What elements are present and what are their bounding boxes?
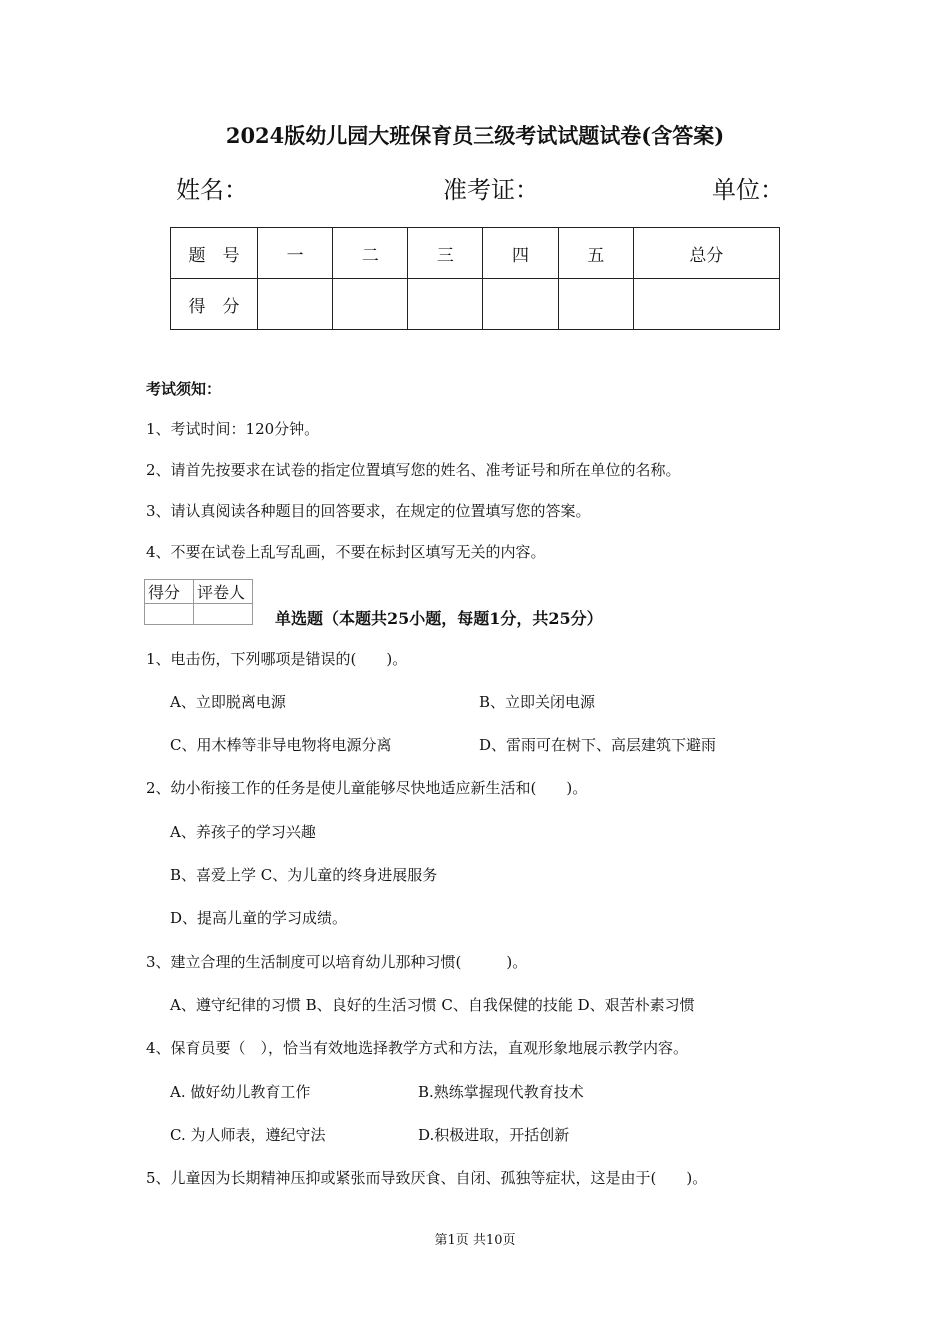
score-entry-cell[interactable]	[333, 279, 408, 330]
answer-option: B、喜爱上学 C、为儿童的终身进展服务	[170, 866, 438, 884]
question-stem: 2、幼小衔接工作的任务是使儿童能够尽快地适应新生活和( )。	[146, 779, 588, 797]
answer-option: D.积极进取，开括创新	[418, 1126, 570, 1144]
grader-score-label: 得分	[145, 580, 194, 604]
answer-option: D、雷雨可在树下、高层建筑下避雨	[479, 736, 717, 754]
notice-item: 1、考试时间：120分钟。	[146, 420, 320, 438]
grader-box	[144, 579, 253, 625]
answer-option: A、养孩子的学习兴趣	[170, 823, 316, 841]
score-table-header-row	[171, 228, 780, 279]
name-field-label: 姓名：	[176, 176, 248, 204]
score-table-cell: 五	[558, 228, 633, 279]
answer-option: C. 为人师表，遵纪守法	[170, 1126, 326, 1144]
score-table-cell: 得 分	[171, 279, 258, 330]
score-table-cell: 二	[333, 228, 408, 279]
score-table-cell: 四	[483, 228, 558, 279]
notice-item: 4、不要在试卷上乱写乱画，不要在标封区填写无关的内容。	[146, 543, 546, 561]
question-stem: 5、儿童因为长期精神压抑或紧张而导致厌食、自闭、孤独等症状，这是由于( )。	[146, 1169, 708, 1187]
answer-option: A. 做好幼儿教育工作	[170, 1083, 311, 1101]
unit-field-label: 单位：	[712, 176, 784, 204]
question-stem: 4、保育员要（ ），恰当有效地选择教学方式和方法，直观形象地展示教学内容。	[146, 1039, 689, 1057]
answer-option: C、用木棒等非导电物将电源分离	[170, 736, 392, 754]
score-table	[170, 227, 780, 330]
answer-options-line: A、遵守纪律的习惯 B、良好的生活习惯 C、自我保健的技能 D、艰苦朴素习惯	[170, 996, 695, 1014]
section-title: 单选题（本题共25小题，每题1分，共25分）	[275, 609, 603, 628]
document-title: 2024版幼儿园大班保育员三级考试试题试卷(含答案)	[225, 123, 725, 148]
score-table-cell: 一	[258, 228, 333, 279]
question-stem: 3、建立合理的生活制度可以培育幼儿那种习惯( )。	[146, 953, 528, 971]
score-table-cell: 题 号	[171, 228, 258, 279]
score-entry-cell[interactable]	[408, 279, 483, 330]
question-stem: 1、电击伤，下列哪项是错误的( )。	[146, 650, 408, 668]
exam-id-field-label: 准考证：	[443, 176, 539, 204]
score-table-cell: 三	[408, 228, 483, 279]
grader-name-cell[interactable]	[194, 604, 253, 625]
grader-name-label: 评卷人	[194, 580, 253, 604]
grader-score-cell[interactable]	[145, 604, 194, 625]
answer-option: B、立即关闭电源	[479, 693, 596, 711]
answer-option: A、立即脱离电源	[170, 693, 286, 711]
notice-heading: 考试须知：	[146, 380, 222, 398]
page-footer: 第1页 共10页	[434, 1233, 516, 1248]
notice-item: 2、请首先按要求在试卷的指定位置填写您的姓名、准考证号和所在单位的名称。	[146, 461, 681, 479]
answer-option: D、提高儿童的学习成绩。	[170, 909, 348, 927]
answer-option: B.熟练掌握现代教育技术	[418, 1083, 584, 1101]
score-table-score-row	[171, 279, 780, 330]
notice-item: 3、请认真阅读各种题目的回答要求，在规定的位置填写您的答案。	[146, 502, 591, 520]
score-entry-cell[interactable]	[483, 279, 558, 330]
score-entry-cell[interactable]	[633, 279, 779, 330]
score-table-cell: 总分	[633, 228, 779, 279]
score-entry-cell[interactable]	[558, 279, 633, 330]
score-entry-cell[interactable]	[258, 279, 333, 330]
